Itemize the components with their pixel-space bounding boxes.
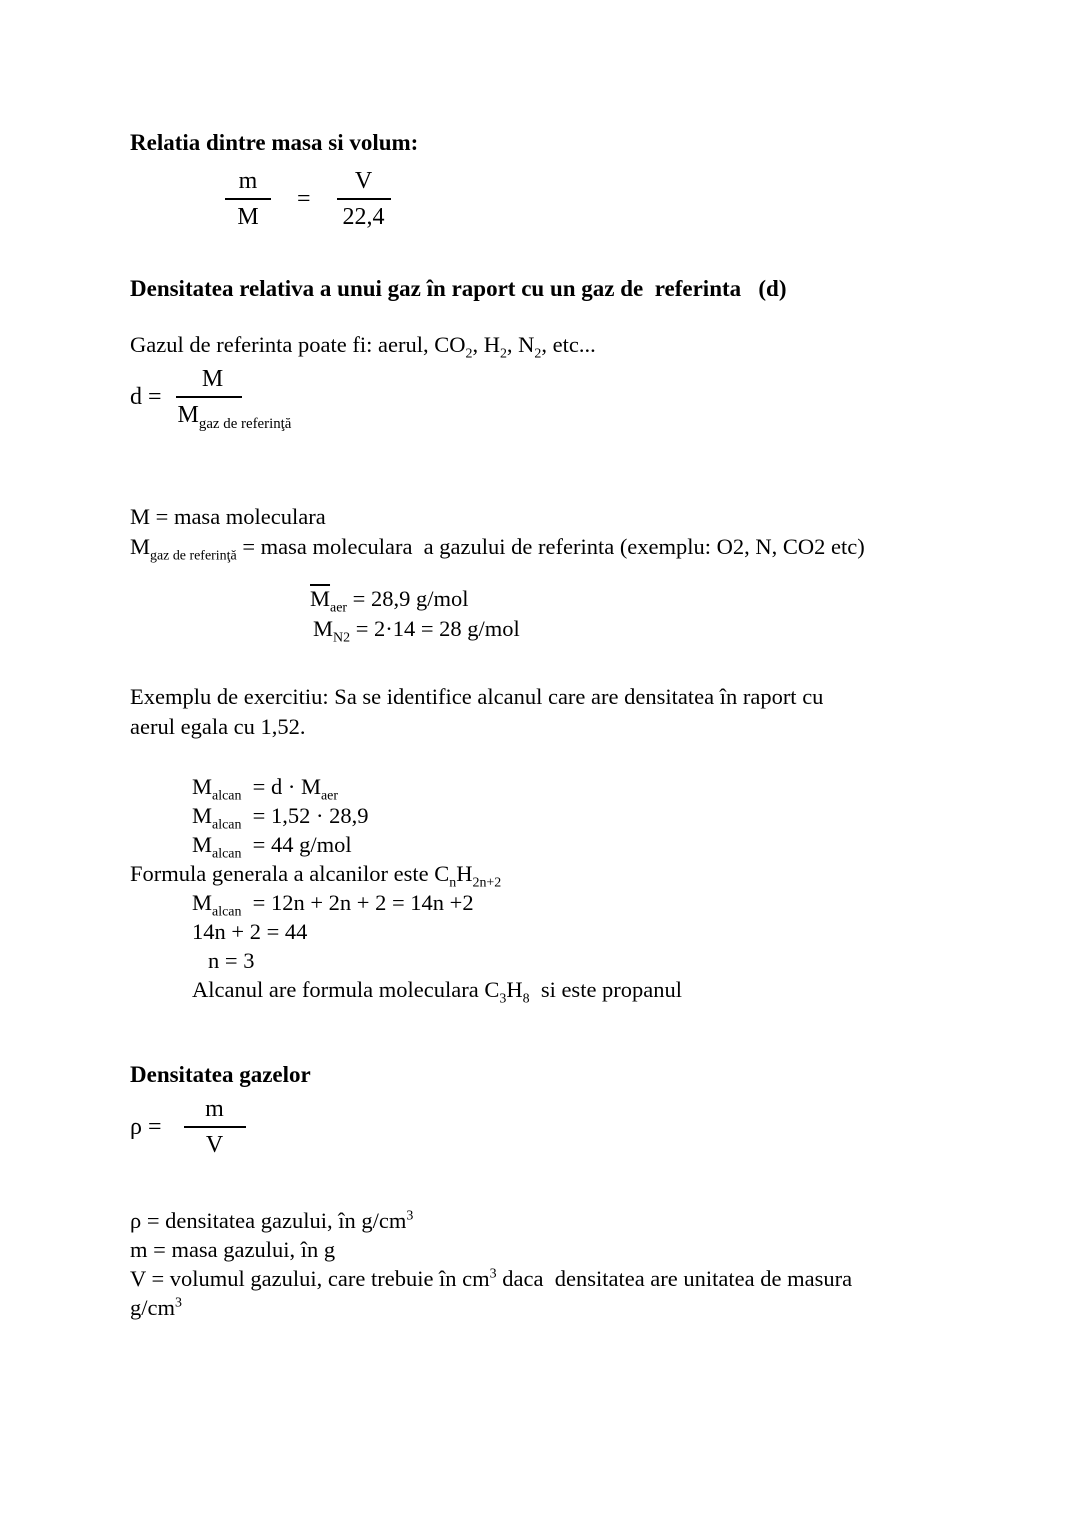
definition-rho: ρ = densitatea gazului, în $g/cm^3$: [130, 1208, 414, 1233]
line-molar-mass-n2: $M_{N2} = 2\cdot 14 = 28$ g/mol: [313, 616, 520, 646]
d-equals-label: d =: [130, 384, 162, 410]
formula-gas-density: [130, 1092, 990, 1162]
fraction-M-over-Mref: [176, 362, 296, 432]
fraction-numerator-m: m: [238, 168, 258, 194]
step-m-alcan-result: $M_{alcan} = 44$ g/mol: [192, 832, 352, 862]
definition-volume-line1: V = volumul gazului, care trebuie în $cm^3$ daca densitatea are unitatea de masura: [130, 1266, 853, 1291]
heading-mass-volume-relation: Relatia dintre masa si volum:: [130, 130, 419, 155]
step-m-alcan-values: $M_{alcan} = 1,52 \cdot 28,9$: [192, 803, 369, 833]
step-m-alcan-equation: $M_{alcan} = 12n + 2n + 2 = 14n +2$: [192, 890, 474, 920]
fraction-denominator-M: M: [237, 204, 259, 230]
line-general-alkane-formula: Formula generala a alcanilor este $C_nH_{2n+2}$: [130, 861, 502, 891]
fraction-V-over-22point4: [337, 164, 391, 234]
step-m-alcan-formula: $M_{alcan} = d \cdot M_{aer}$: [192, 774, 339, 804]
exercise-intro-line2: aerul egala cu 1,52.: [130, 714, 306, 739]
step-n-result: n = 3: [208, 948, 255, 973]
line-conclusion-propane: Alcanul are formula moleculara $C_3H_8$ si este propanul: [192, 977, 683, 1007]
text-reference-gases: Gazul de referinta poate fi: aerul, $CO_2$, $H_2$, $N_2$, etc...: [130, 332, 596, 362]
equals-sign: =: [297, 186, 311, 212]
heading-relative-density: Densitatea relativa a unui gaz în raport cu un gaz de referinta (d): [130, 276, 787, 301]
definition-volume-line2: $g/cm^3$: [130, 1295, 182, 1320]
fraction-m-over-V: [184, 1092, 246, 1162]
paragraph-exercise-intro: [130, 682, 990, 742]
definition-molecular-mass: M = masa moleculara: [130, 504, 326, 529]
step-equation-14n: 14n + 2 = 44: [192, 919, 308, 944]
fraction-numerator-M: M: [201, 366, 224, 392]
definition-mass: m = masa gazului, în g: [130, 1237, 336, 1262]
exercise-steps: [130, 772, 990, 1007]
formula-relative-density: [130, 362, 990, 432]
fraction-denominator-Mref: $M_{gaz de referinţă}$: [177, 402, 292, 432]
rho-equals-label: ρ =: [130, 1114, 162, 1140]
heading-gas-density: Densitatea gazelor: [130, 1062, 311, 1087]
fraction-denominator-V: V: [205, 1132, 224, 1158]
definition-reference-gas-mass: $M_{gaz de referinţă}$ = masa moleculara a gazului de referinta (exemplu: O2, N, CO2 etc): [130, 534, 865, 564]
exercise-intro-line1: Exemplu de exercitiu: Sa se identifice alcanul care are densitatea în raport cu: [130, 684, 824, 709]
paragraph-density-definitions: [130, 1206, 990, 1322]
fraction-denominator-22point4: 22,4: [342, 204, 385, 230]
line-molar-mass-air: $\overline{M}_{aer} = 28,9$ g/mol: [310, 586, 469, 616]
fraction-m-over-M: [225, 164, 271, 234]
fraction-numerator-m: m: [205, 1096, 224, 1122]
fraction-numerator-V: V: [354, 168, 373, 194]
formula-mass-volume: [225, 164, 990, 234]
